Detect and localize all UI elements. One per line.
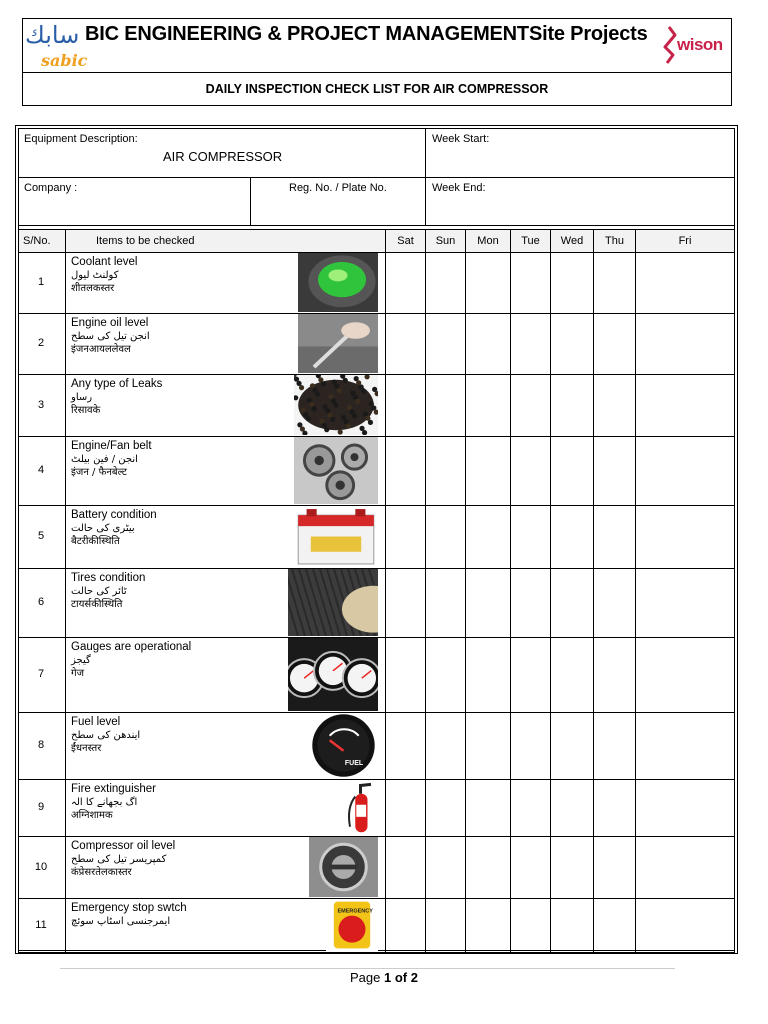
day-header-label: Thu bbox=[605, 235, 624, 247]
item-description bbox=[71, 256, 137, 295]
oil-leak-granules-icon bbox=[294, 375, 378, 435]
check-cell-thu[interactable] bbox=[593, 568, 636, 638]
item-description bbox=[71, 641, 191, 680]
items-header bbox=[65, 229, 386, 253]
check-cell-wed[interactable] bbox=[550, 779, 594, 837]
item-urdu: بیٹری کی حالت bbox=[71, 523, 135, 534]
check-cell-sun[interactable] bbox=[425, 505, 466, 569]
check-cell-thu[interactable] bbox=[593, 836, 636, 899]
sno-cell bbox=[18, 836, 66, 899]
check-cell-sat[interactable] bbox=[385, 252, 426, 314]
item-hindi: इंजनआयललेवल bbox=[71, 344, 131, 355]
equipment-value: AIR COMPRESSOR bbox=[163, 149, 283, 164]
header-top-band bbox=[23, 19, 731, 73]
check-cell-mon[interactable] bbox=[465, 505, 511, 569]
check-cell-mon[interactable] bbox=[465, 252, 511, 314]
check-cell-thu[interactable] bbox=[593, 779, 636, 837]
week-start-label: Week Start: bbox=[432, 133, 490, 145]
item-hindi: कंप्रेसरतेलकास्तर bbox=[71, 867, 132, 878]
wison-logo-text: wison bbox=[677, 35, 723, 54]
check-cell-tue[interactable] bbox=[510, 505, 551, 569]
check-cell-thu[interactable] bbox=[593, 712, 636, 780]
check-cell-thu[interactable] bbox=[593, 252, 636, 314]
item-hindi: इंजन / फैनबेल्ट bbox=[71, 467, 127, 478]
page-prefix: Page bbox=[350, 970, 384, 985]
item-description bbox=[71, 716, 140, 755]
battery-icon bbox=[294, 506, 378, 567]
row-number: 7 bbox=[37, 668, 45, 680]
coolant-reservoir-icon bbox=[298, 253, 378, 312]
check-cell-sun[interactable] bbox=[425, 568, 466, 638]
check-cell-sat[interactable] bbox=[385, 712, 426, 780]
sno-cell bbox=[18, 712, 66, 780]
week-end-label: Week End: bbox=[432, 182, 486, 194]
item-english: Compressor oil level bbox=[71, 840, 176, 852]
check-cell-wed[interactable] bbox=[550, 374, 594, 437]
check-cell-wed[interactable] bbox=[550, 313, 594, 375]
check-cell-sat[interactable] bbox=[385, 568, 426, 638]
item-english: Fire extinguisher bbox=[71, 783, 157, 795]
sno-cell bbox=[18, 313, 66, 375]
item-urdu: گیجز bbox=[71, 655, 91, 666]
check-cell-tue[interactable] bbox=[510, 374, 551, 437]
company-label: Company : bbox=[24, 182, 78, 194]
row-number: 10 bbox=[34, 860, 48, 873]
check-cell-sun[interactable] bbox=[425, 252, 466, 314]
row-number: 4 bbox=[37, 464, 45, 476]
equipment-label: Equipment Description: bbox=[24, 133, 138, 145]
row-number: 3 bbox=[37, 398, 45, 411]
reg-no-label: Reg. No. / Plate No. bbox=[289, 182, 387, 194]
item-english: Engine oil level bbox=[71, 317, 149, 329]
item-urdu: کمپریسر تیل کی سطح bbox=[71, 854, 167, 865]
day-header-label: Fri bbox=[678, 235, 692, 247]
day-header-label: Wed bbox=[560, 235, 584, 247]
check-cell-tue[interactable] bbox=[510, 568, 551, 638]
item-english: Any type of Leaks bbox=[71, 378, 163, 390]
page-of: of bbox=[391, 970, 411, 985]
check-cell-sun[interactable] bbox=[425, 779, 466, 837]
sno-cell bbox=[18, 252, 66, 314]
check-cell-mon[interactable] bbox=[465, 313, 511, 375]
sabic-logo-latin: sabic bbox=[41, 51, 88, 70]
check-cell-wed[interactable] bbox=[550, 712, 594, 780]
item-english: Gauges are operational bbox=[71, 641, 192, 653]
item-hindi: बैटरीकीस्थिति bbox=[71, 536, 120, 547]
fuel-gauge-icon bbox=[309, 713, 378, 778]
row-number: 9 bbox=[37, 801, 45, 813]
item-english: Coolant level bbox=[71, 256, 138, 268]
check-cell-mon[interactable] bbox=[465, 374, 511, 437]
check-cell-tue[interactable] bbox=[510, 637, 551, 713]
document-title: BIC ENGINEERING & PROJECT MANAGEMENTSite Projects bbox=[85, 23, 648, 45]
item-description bbox=[71, 317, 150, 356]
day-header-label: Mon bbox=[477, 235, 499, 247]
check-cell-fri[interactable] bbox=[635, 568, 735, 638]
day-header-label: Sun bbox=[435, 235, 456, 247]
check-cell-tue[interactable] bbox=[510, 898, 551, 953]
check-cell-tue[interactable] bbox=[510, 313, 551, 375]
item-description bbox=[71, 509, 157, 548]
check-cell-fri[interactable] bbox=[635, 374, 735, 437]
item-description bbox=[71, 840, 175, 879]
check-cell-fri[interactable] bbox=[635, 252, 735, 314]
check-cell-fri[interactable] bbox=[635, 436, 735, 506]
check-cell-sun[interactable] bbox=[425, 637, 466, 713]
item-hindi: टायर्सकीस्थिति bbox=[71, 599, 123, 610]
sabic-logo-arabic: سابك bbox=[25, 21, 80, 49]
item-description bbox=[71, 783, 156, 822]
sno-cell bbox=[18, 779, 66, 837]
svg-text:EMERGENCY: EMERGENCY bbox=[337, 908, 373, 915]
sno-cell bbox=[18, 637, 66, 713]
wison-mark-icon bbox=[659, 25, 679, 65]
check-cell-sat[interactable] bbox=[385, 779, 426, 837]
page-number: 1 bbox=[384, 970, 392, 985]
check-cell-fri[interactable] bbox=[635, 779, 735, 837]
item-english: Tires condition bbox=[71, 572, 146, 584]
check-cell-wed[interactable] bbox=[550, 836, 594, 899]
check-cell-thu[interactable] bbox=[593, 313, 636, 375]
sno-cell bbox=[18, 505, 66, 569]
check-cell-tue[interactable] bbox=[510, 436, 551, 506]
item-hindi: शीतलकस्तर bbox=[71, 283, 115, 294]
emergency-stop-switch-icon bbox=[326, 899, 378, 951]
item-urdu: انجن تیل کی سطح bbox=[71, 331, 150, 342]
company-cell[interactable] bbox=[18, 177, 251, 226]
page-footer bbox=[0, 970, 768, 985]
row-number: 8 bbox=[37, 739, 45, 751]
reg-no-cell[interactable] bbox=[250, 177, 426, 226]
check-cell-thu[interactable] bbox=[593, 898, 636, 953]
day-header-label: Tue bbox=[521, 235, 540, 247]
check-cell-thu[interactable] bbox=[593, 505, 636, 569]
check-cell-sun[interactable] bbox=[425, 374, 466, 437]
item-description bbox=[71, 572, 145, 611]
item-urdu: انجن / فین بیلٹ bbox=[71, 454, 138, 465]
item-english: Emergency stop swtch bbox=[71, 902, 187, 914]
week-start-cell[interactable] bbox=[425, 128, 735, 178]
item-urdu: کولنٹ لیول bbox=[71, 270, 119, 281]
check-cell-wed[interactable] bbox=[550, 898, 594, 953]
item-hindi: गेज bbox=[71, 668, 85, 679]
check-cell-fri[interactable] bbox=[635, 836, 735, 899]
check-cell-thu[interactable] bbox=[593, 637, 636, 713]
items-header-label: Items to be checked bbox=[96, 235, 195, 247]
check-cell-wed[interactable] bbox=[550, 436, 594, 506]
check-cell-sat[interactable] bbox=[385, 313, 426, 375]
item-description bbox=[71, 440, 152, 479]
equipment-cell[interactable] bbox=[18, 128, 426, 178]
tire-icon bbox=[288, 569, 378, 636]
item-english: Engine/Fan belt bbox=[71, 440, 152, 452]
check-cell-mon[interactable] bbox=[465, 436, 511, 506]
check-cell-sat[interactable] bbox=[385, 505, 426, 569]
item-english: Fuel level bbox=[71, 716, 121, 728]
check-cell-sun[interactable] bbox=[425, 313, 466, 375]
item-hindi: ईंधनस्तर bbox=[71, 743, 102, 754]
item-hindi: अग्निशामक bbox=[71, 810, 113, 821]
day-header-sat bbox=[385, 229, 426, 253]
check-cell-sat[interactable] bbox=[385, 436, 426, 506]
sno-cell bbox=[18, 436, 66, 506]
sno-cell bbox=[18, 898, 66, 953]
check-cell-tue[interactable] bbox=[510, 252, 551, 314]
item-hindi: रिसावके bbox=[71, 405, 101, 416]
row-number: 5 bbox=[37, 530, 45, 542]
check-cell-sat[interactable] bbox=[385, 374, 426, 437]
check-cell-mon[interactable] bbox=[465, 568, 511, 638]
document-header bbox=[22, 18, 732, 106]
fire-extinguisher-icon bbox=[343, 780, 378, 835]
check-cell-sun[interactable] bbox=[425, 712, 466, 780]
check-cell-fri[interactable] bbox=[635, 637, 735, 713]
check-cell-wed[interactable] bbox=[550, 637, 594, 713]
row-number: 2 bbox=[37, 337, 45, 349]
sabic-logo bbox=[25, 21, 88, 70]
item-urdu: رساو bbox=[71, 392, 93, 403]
sno-header-label: S/No. bbox=[23, 235, 51, 247]
check-cell-fri[interactable] bbox=[635, 712, 735, 780]
check-cell-mon[interactable] bbox=[465, 836, 511, 899]
compressor-oil-sight-glass-icon bbox=[309, 837, 378, 897]
check-cell-tue[interactable] bbox=[510, 712, 551, 780]
check-cell-fri[interactable] bbox=[635, 313, 735, 375]
check-cell-wed[interactable] bbox=[550, 252, 594, 314]
day-header-mon bbox=[465, 229, 511, 253]
page-total: 2 bbox=[410, 970, 418, 985]
item-urdu: ٹائر کی حالت bbox=[71, 586, 127, 597]
check-cell-mon[interactable] bbox=[465, 637, 511, 713]
day-header-fri bbox=[635, 229, 735, 253]
check-cell-sat[interactable] bbox=[385, 836, 426, 899]
row-number: 11 bbox=[35, 918, 47, 931]
engine-oil-dipstick-icon bbox=[298, 314, 378, 373]
check-cell-mon[interactable] bbox=[465, 779, 511, 837]
check-cell-mon[interactable] bbox=[465, 712, 511, 780]
row-number: 1 bbox=[37, 276, 45, 288]
day-header-label: Sat bbox=[397, 235, 414, 247]
check-cell-fri[interactable] bbox=[635, 505, 735, 569]
day-header-thu bbox=[593, 229, 636, 253]
check-cell-wed[interactable] bbox=[550, 568, 594, 638]
wison-logo bbox=[659, 25, 725, 65]
document-subtitle: DAILY INSPECTION CHECK LIST FOR AIR COMPRESSOR bbox=[205, 82, 549, 96]
check-cell-tue[interactable] bbox=[510, 836, 551, 899]
item-cell bbox=[65, 779, 386, 837]
svg-text:FUEL: FUEL bbox=[344, 760, 364, 767]
row-number: 6 bbox=[37, 596, 45, 608]
day-header-sun bbox=[425, 229, 466, 253]
check-cell-sun[interactable] bbox=[425, 836, 466, 899]
item-urdu: ایمرجنسی اسٹاپ سوئچ bbox=[71, 916, 171, 927]
check-cell-sat[interactable] bbox=[385, 898, 426, 953]
day-header-wed bbox=[550, 229, 594, 253]
item-english: Battery condition bbox=[71, 509, 157, 521]
sno-cell bbox=[18, 374, 66, 437]
check-cell-thu[interactable] bbox=[593, 374, 636, 437]
check-cell-thu[interactable] bbox=[593, 436, 636, 506]
check-cell-sat[interactable] bbox=[385, 637, 426, 713]
check-cell-mon[interactable] bbox=[465, 898, 511, 953]
check-cell-sun[interactable] bbox=[425, 898, 466, 953]
gauges-icon bbox=[288, 638, 378, 711]
check-cell-tue[interactable] bbox=[510, 779, 551, 837]
day-header-tue bbox=[510, 229, 551, 253]
item-urdu: ایندھن کی سطح bbox=[71, 730, 141, 741]
week-end-cell[interactable] bbox=[425, 177, 735, 226]
item-description bbox=[71, 902, 187, 928]
item-urdu: اگ بجھانے کا الہ bbox=[71, 797, 138, 808]
engine-fan-belt-icon bbox=[294, 437, 378, 504]
check-cell-sun[interactable] bbox=[425, 436, 466, 506]
check-cell-fri[interactable] bbox=[635, 898, 735, 953]
item-description bbox=[71, 378, 162, 417]
check-cell-wed[interactable] bbox=[550, 505, 594, 569]
sno-cell bbox=[18, 568, 66, 638]
footer-divider bbox=[60, 968, 675, 969]
sno-header bbox=[18, 229, 66, 253]
